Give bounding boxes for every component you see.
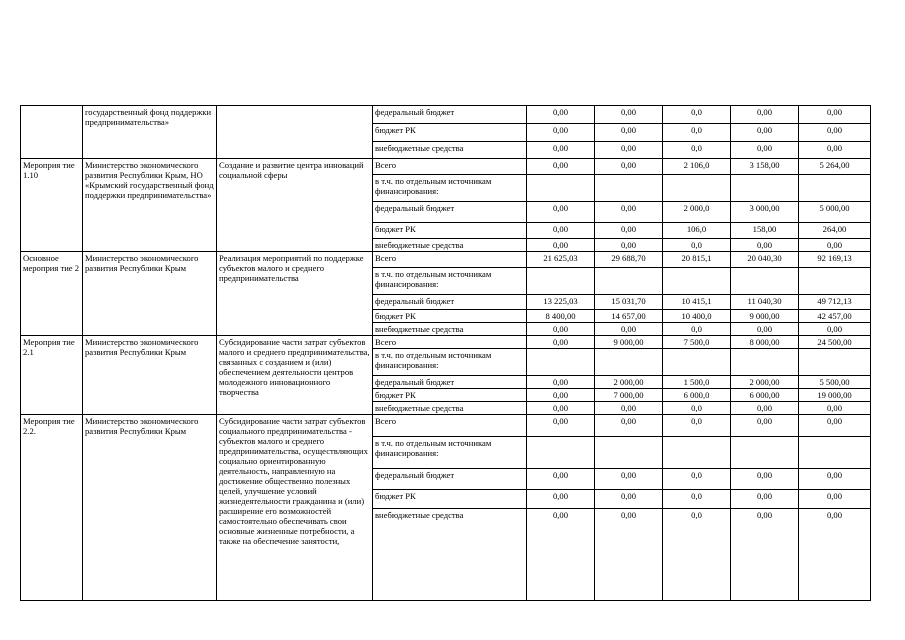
amount-cell: 0,00 (799, 239, 871, 252)
amount-cell (799, 349, 871, 376)
funding-source-cell: внебюджетные средства (373, 142, 527, 159)
amount-cell: 0,00 (799, 509, 871, 601)
amount-cell: 0,00 (731, 142, 799, 159)
amount-cell: 0,00 (527, 124, 595, 142)
table-row (21, 106, 871, 124)
amount-cell (799, 268, 871, 295)
amount-cell: 8 400,00 (527, 310, 595, 323)
amount-cell (731, 268, 799, 295)
amount-cell: 0,00 (799, 469, 871, 490)
amount-cell: 10 415,1 (663, 295, 731, 310)
amount-cell: 0,0 (663, 415, 731, 437)
amount-cell: 29 688,70 (595, 252, 663, 268)
amount-cell: 6 000,0 (663, 389, 731, 402)
amount-cell: 0,00 (595, 239, 663, 252)
funding-source-cell: федеральный бюджет (373, 295, 527, 310)
amount-cell: 0,00 (527, 509, 595, 601)
amount-cell: 106,0 (663, 223, 731, 239)
funding-source-cell: федеральный бюджет (373, 106, 527, 124)
funding-source-cell: бюджет РК (373, 223, 527, 239)
executor-cell: Министерство экономического развития Республики Крым (83, 252, 217, 336)
table-row (21, 336, 871, 349)
funding-source-cell: внебюджетные средства (373, 509, 527, 601)
amount-cell: 0,00 (527, 389, 595, 402)
funding-source-cell: внебюджетные средства (373, 402, 527, 415)
amount-cell: 0,00 (595, 223, 663, 239)
funding-source-cell: в т.ч. по отдельным источникам финансирования: (373, 437, 527, 469)
amount-cell: 49 712,13 (799, 295, 871, 310)
measure-description-cell: Субсидирование части затрат субъектов малого и среднего предпринимательства, связанных с созданием и (или) обеспечением деятельности центров молодежного инновационного творчества (217, 336, 373, 415)
amount-cell (527, 175, 595, 202)
amount-cell (527, 437, 595, 469)
amount-cell: 0,00 (799, 124, 871, 142)
measure-description-cell: Субсидирование части затрат субъектов социального предпринимательства - субъектов малого и среднего предпринимательства, осуществляющих социально ориентированную деятельность, направленную на достижение общественно полезных целей, улучшение условий жизнедеятельности гражданина и (или) расширение его возможностей самостоятельно обеспечивать свои основные жизненные потребности, а также на обеспечение занятости, (217, 415, 373, 601)
amount-cell: 0,00 (595, 159, 663, 175)
amount-cell: 2 000,00 (595, 376, 663, 389)
amount-cell: 24 500,00 (799, 336, 871, 349)
amount-cell: 0,0 (663, 509, 731, 601)
amount-cell: 158,00 (731, 223, 799, 239)
amount-cell: 0,00 (527, 376, 595, 389)
amount-cell: 0,0 (663, 323, 731, 336)
funding-source-cell: в т.ч. по отдельным источникам финансирования: (373, 268, 527, 295)
amount-cell: 20 040,30 (731, 252, 799, 268)
amount-cell: 0,00 (527, 336, 595, 349)
measure-description-cell (217, 106, 373, 159)
amount-cell: 0,00 (527, 202, 595, 223)
amount-cell (663, 268, 731, 295)
amount-cell: 9 000,00 (731, 310, 799, 323)
amount-cell: 0,00 (595, 415, 663, 437)
amount-cell: 0,00 (595, 469, 663, 490)
amount-cell: 21 625,03 (527, 252, 595, 268)
amount-cell: 0,00 (731, 124, 799, 142)
amount-cell: 0,00 (595, 323, 663, 336)
amount-cell: 0,00 (799, 323, 871, 336)
amount-cell: 0,0 (663, 142, 731, 159)
amount-cell: 0,0 (663, 106, 731, 124)
amount-cell (663, 175, 731, 202)
amount-cell: 0,00 (731, 323, 799, 336)
measure-code-cell: Основное мероприя тие 2 (21, 252, 83, 336)
measure-description-cell: Создание и развитие центра инноваций социальной сферы (217, 159, 373, 252)
amount-cell: 3 158,00 (731, 159, 799, 175)
amount-cell: 2 000,0 (663, 202, 731, 223)
amount-cell: 14 657,00 (595, 310, 663, 323)
funding-source-cell: внебюджетные средства (373, 323, 527, 336)
amount-cell: 0,0 (663, 469, 731, 490)
amount-cell (527, 349, 595, 376)
amount-cell: 0,00 (799, 415, 871, 437)
amount-cell: 0,00 (527, 402, 595, 415)
executor-cell: Министерство экономического развития Республики Крым, НО «Крымский государственный фонд поддержки предпринимательства» (83, 159, 217, 252)
amount-cell (799, 175, 871, 202)
amount-cell: 0,00 (595, 509, 663, 601)
amount-cell: 0,0 (663, 402, 731, 415)
executor-cell: государственный фонд поддержки предпринимательства» (83, 106, 217, 159)
amount-cell: 0,00 (799, 142, 871, 159)
funding-source-cell: Всего (373, 336, 527, 349)
amount-cell (663, 437, 731, 469)
amount-cell: 42 457,00 (799, 310, 871, 323)
amount-cell: 10 400,0 (663, 310, 731, 323)
funding-source-cell: Всего (373, 159, 527, 175)
amount-cell: 0,00 (595, 142, 663, 159)
amount-cell: 1 500,0 (663, 376, 731, 389)
funding-source-cell: внебюджетные средства (373, 239, 527, 252)
amount-cell: 92 169,13 (799, 252, 871, 268)
executor-cell: Министерство экономического развития Республики Крым (83, 415, 217, 601)
amount-cell: 0,00 (799, 106, 871, 124)
amount-cell (731, 349, 799, 376)
amount-cell: 5 264,00 (799, 159, 871, 175)
amount-cell (731, 175, 799, 202)
amount-cell: 6 000,00 (731, 389, 799, 402)
amount-cell: 11 040,30 (731, 295, 799, 310)
funding-source-cell: бюджет РК (373, 389, 527, 402)
amount-cell (527, 268, 595, 295)
amount-cell: 7 500,0 (663, 336, 731, 349)
amount-cell: 2 000,00 (731, 376, 799, 389)
amount-cell (731, 437, 799, 469)
funding-source-cell: Всего (373, 415, 527, 437)
amount-cell: 0,00 (731, 106, 799, 124)
amount-cell: 5 000,00 (799, 202, 871, 223)
amount-cell: 13 225,03 (527, 295, 595, 310)
funding-source-cell: в т.ч. по отдельным источникам финансирования: (373, 175, 527, 202)
amount-cell: 0,0 (663, 124, 731, 142)
amount-cell: 0,00 (527, 106, 595, 124)
amount-cell: 0,00 (731, 402, 799, 415)
amount-cell: 0,00 (799, 490, 871, 509)
table-row (21, 415, 871, 437)
measure-description-cell: Реализация мероприятий по поддержке субъектов малого и среднего предпринимательства (217, 252, 373, 336)
amount-cell: 264,00 (799, 223, 871, 239)
amount-cell: 15 031,70 (595, 295, 663, 310)
financing-table (20, 105, 871, 601)
amount-cell: 2 106,0 (663, 159, 731, 175)
amount-cell: 0,0 (663, 239, 731, 252)
measure-code-cell: Мероприя тие 1.10 (21, 159, 83, 252)
funding-source-cell: Всего (373, 252, 527, 268)
funding-source-cell: федеральный бюджет (373, 469, 527, 490)
amount-cell: 0,00 (527, 142, 595, 159)
amount-cell: 0,00 (595, 124, 663, 142)
amount-cell: 8 000,00 (731, 336, 799, 349)
amount-cell: 3 000,00 (731, 202, 799, 223)
amount-cell: 0,00 (731, 490, 799, 509)
amount-cell (663, 349, 731, 376)
amount-cell: 0,00 (527, 239, 595, 252)
amount-cell: 0,00 (527, 469, 595, 490)
table-row (21, 252, 871, 268)
amount-cell: 0,00 (731, 415, 799, 437)
amount-cell: 0,00 (595, 402, 663, 415)
amount-cell (799, 437, 871, 469)
funding-source-cell: бюджет РК (373, 310, 527, 323)
amount-cell: 0,00 (527, 159, 595, 175)
amount-cell: 0,00 (527, 415, 595, 437)
amount-cell: 9 000,00 (595, 336, 663, 349)
funding-source-cell: бюджет РК (373, 124, 527, 142)
amount-cell (595, 268, 663, 295)
amount-cell: 0,00 (595, 106, 663, 124)
amount-cell: 0,00 (731, 509, 799, 601)
measure-code-cell (21, 106, 83, 159)
measure-code-cell: Мероприя тие 2.2. (21, 415, 83, 601)
amount-cell: 0,00 (595, 490, 663, 509)
amount-cell: 0,00 (731, 239, 799, 252)
funding-source-cell: в т.ч. по отдельным источникам финансирования: (373, 349, 527, 376)
amount-cell: 7 000,00 (595, 389, 663, 402)
amount-cell (595, 349, 663, 376)
funding-source-cell: федеральный бюджет (373, 376, 527, 389)
measure-code-cell: Мероприя тие 2.1 (21, 336, 83, 415)
amount-cell (595, 175, 663, 202)
amount-cell: 0,00 (527, 490, 595, 509)
funding-source-cell: федеральный бюджет (373, 202, 527, 223)
amount-cell (595, 437, 663, 469)
amount-cell: 0,00 (731, 469, 799, 490)
amount-cell: 0,00 (527, 323, 595, 336)
amount-cell: 0,00 (595, 202, 663, 223)
amount-cell: 0,00 (527, 223, 595, 239)
amount-cell: 5 500,00 (799, 376, 871, 389)
table-row (21, 159, 871, 175)
amount-cell: 0,0 (663, 490, 731, 509)
amount-cell: 0,00 (799, 402, 871, 415)
funding-source-cell: бюджет РК (373, 490, 527, 509)
amount-cell: 20 815,1 (663, 252, 731, 268)
executor-cell: Министерство экономического развития Республики Крым (83, 336, 217, 415)
amount-cell: 19 000,00 (799, 389, 871, 402)
